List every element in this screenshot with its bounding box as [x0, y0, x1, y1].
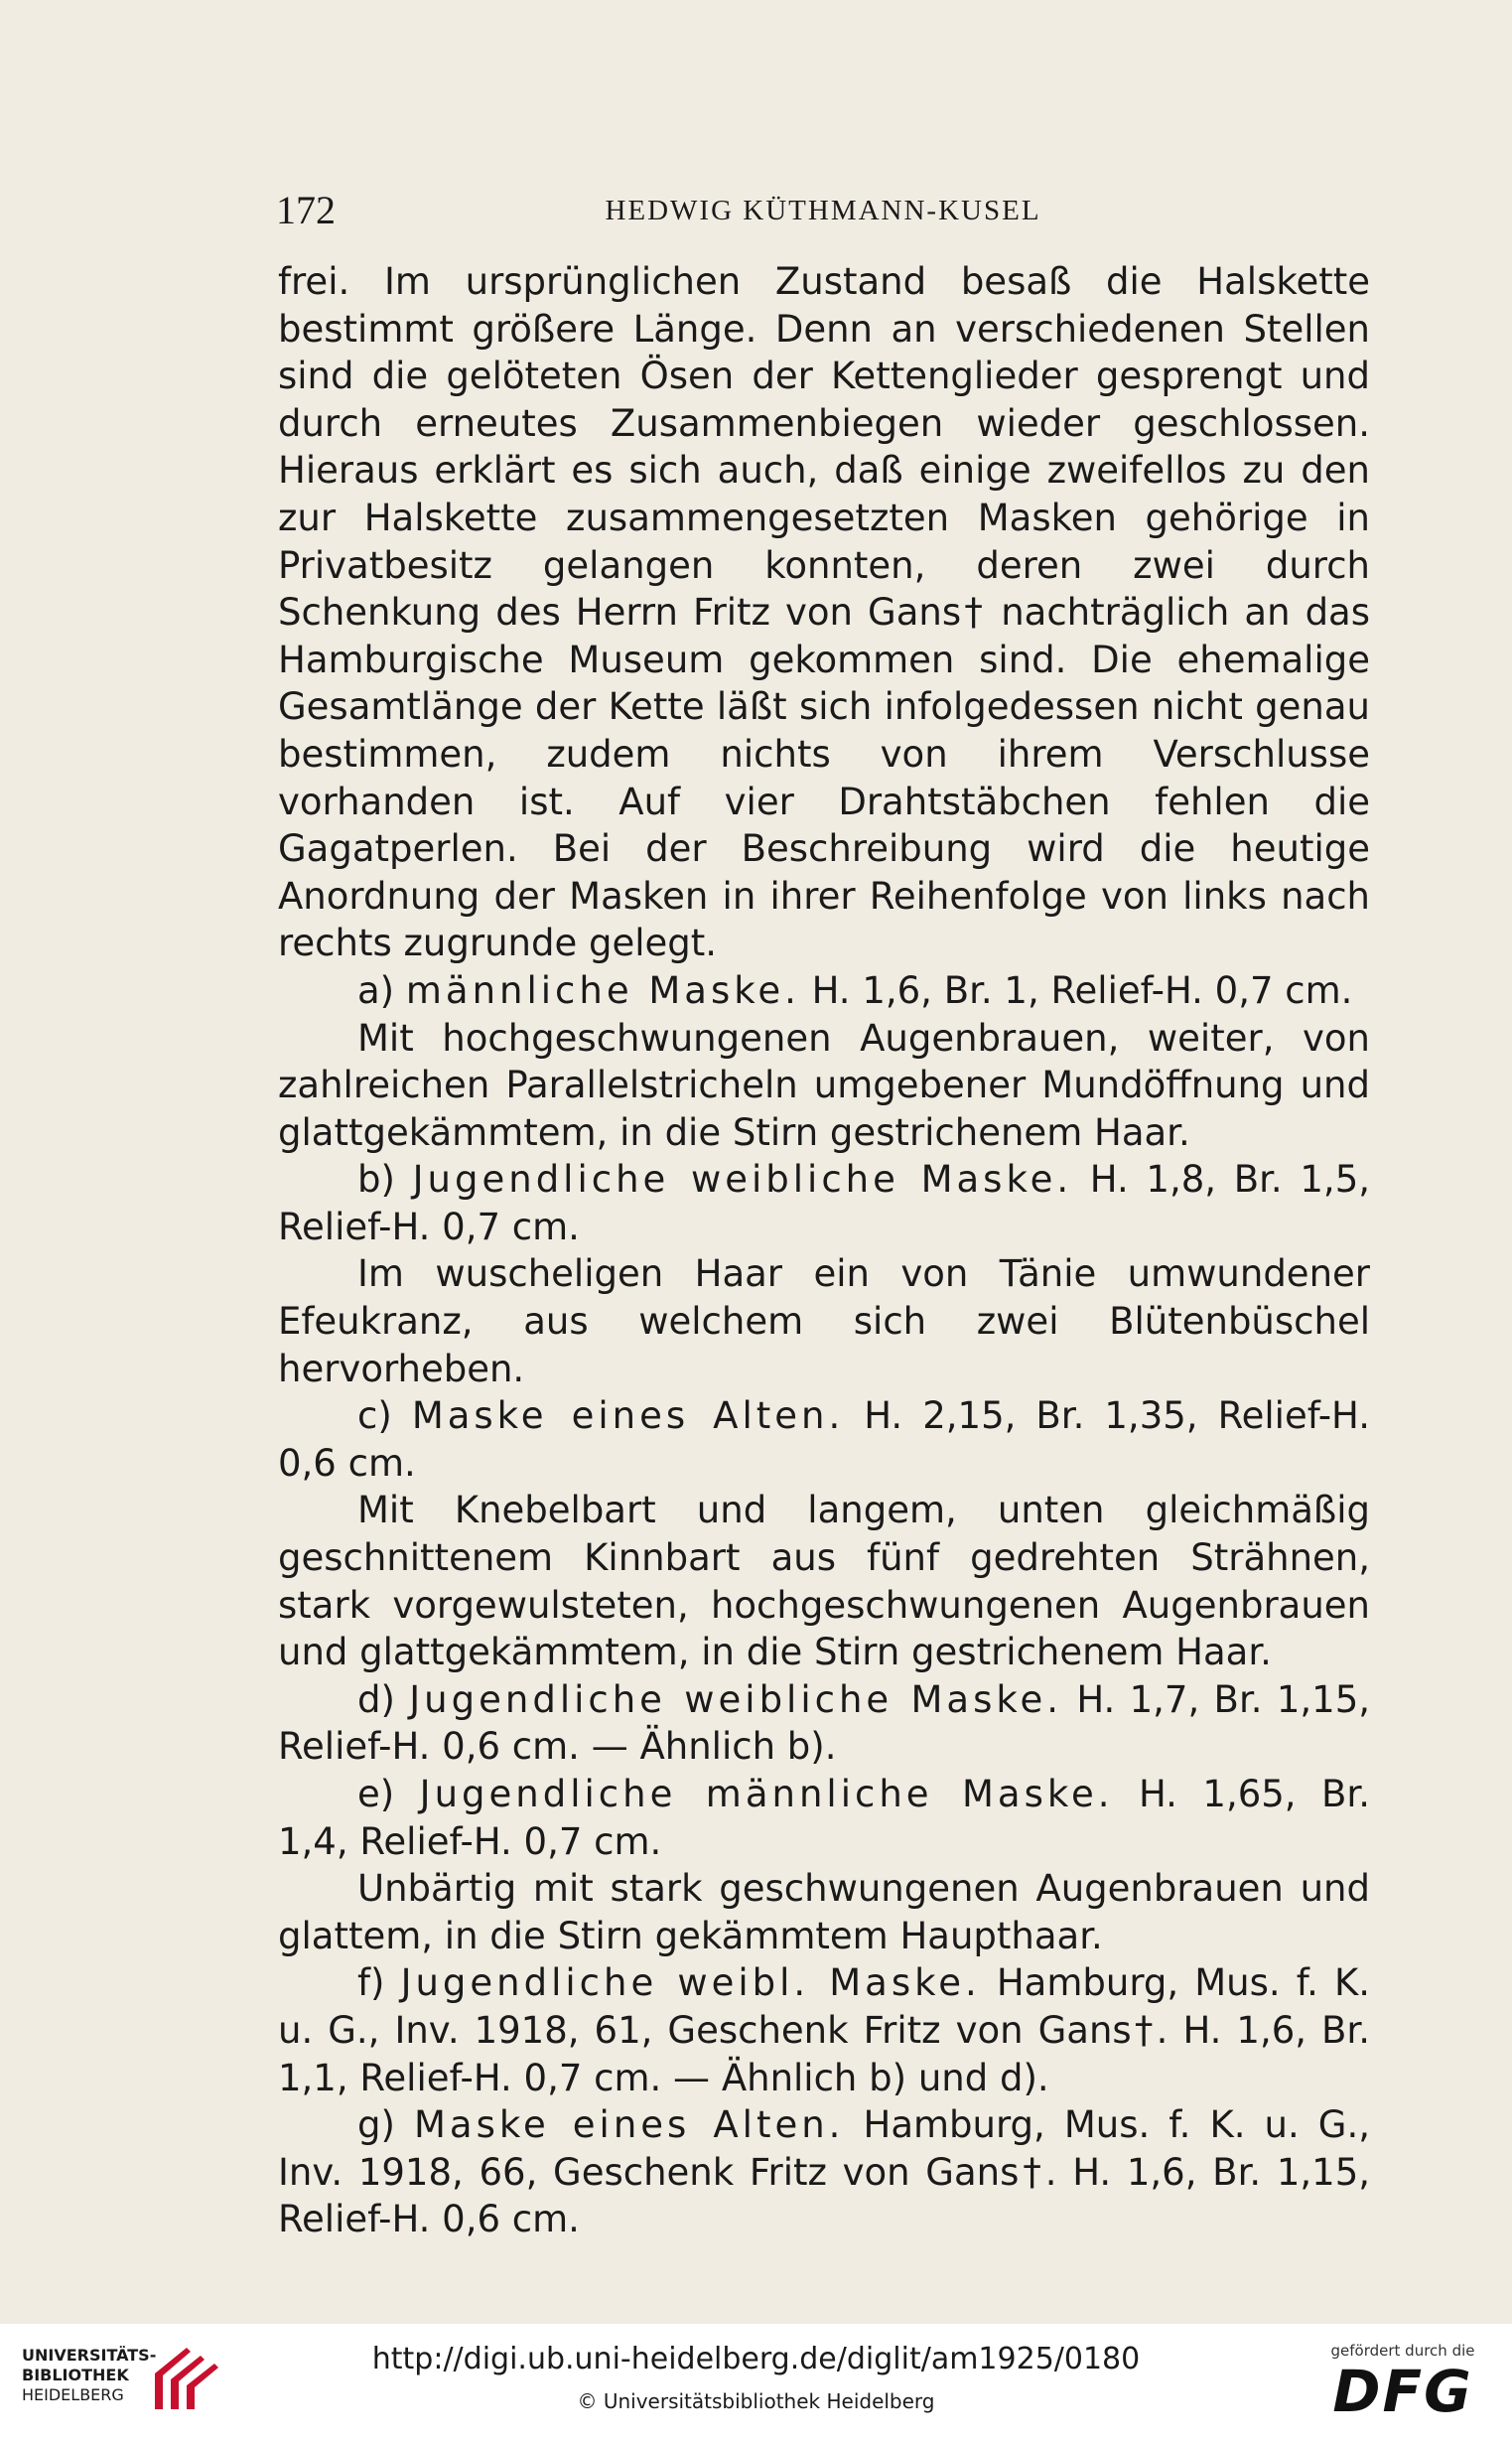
paragraph — [278, 258, 1370, 967]
paragraph-text: H. 1,6, Br. 1, Relief-H. 0,7 cm. — [799, 968, 1353, 1012]
paragraph-text: Im wuscheligen Haar ein von Tänie umwundener Efeukranz, aus welchem sich zwei Blütenbüschel hervorheben. — [278, 1252, 1370, 1390]
spaced-heading: Jugendliche weibl. Maske. — [400, 1961, 981, 2005]
spaced-heading: Maske eines Alten. — [411, 1394, 845, 1438]
dfg-logo — [1323, 2342, 1482, 2425]
paragraph-text: d) — [357, 1677, 410, 1721]
library-name-line1: UNIVERSITÄTS- — [22, 2346, 157, 2365]
paragraph — [278, 1771, 1370, 1865]
page-header — [276, 187, 1370, 236]
body-text — [278, 258, 1370, 2243]
paragraph-text: H. 1,65, Br. 1,4, Relief-H. 0,7 cm. — [278, 1773, 1370, 1863]
funder-name: DFG — [1332, 2358, 1473, 2425]
paragraph — [278, 1156, 1370, 1250]
paragraph — [278, 1676, 1370, 1771]
paragraph-text: H. 1,7, Br. 1,15, Relief-H. 0,6 cm. — Ähnlich b). — [278, 1677, 1370, 1769]
permalink-url[interactable]: http://digi.ub.uni-heidelberg.de/diglit/am1925/0180 — [371, 2342, 1141, 2376]
paragraph — [278, 1865, 1370, 1959]
paragraph — [278, 1250, 1370, 1392]
paragraph-text: H. 1,8, Br. 1,5, Relief-H. 0,7 cm. — [278, 1158, 1370, 1248]
funder-caption: gefördert durch die — [1330, 2342, 1475, 2360]
paragraph — [278, 2101, 1370, 2243]
footer-bar — [0, 2324, 1512, 2444]
paragraph-text: H. 2,15, Br. 1,35, Relief-H. 0,6 cm. — [278, 1394, 1370, 1485]
copyright-notice: © Universitätsbibliothek Heidelberg — [577, 2389, 935, 2413]
paragraph-text: b) — [357, 1158, 413, 1202]
paragraph-text: Unbärtig mit stark geschwungenen Augenbrauen und glattem, in die Stirn gekämmtem Haupthaar. — [278, 1867, 1370, 1957]
running-title: HEDWIG KÜTHMANN-KUSEL — [605, 195, 1041, 226]
spaced-heading: Jugendliche männliche Maske. — [419, 1773, 1114, 1815]
paragraph-text: c) — [357, 1394, 412, 1438]
paragraph — [278, 967, 1370, 1015]
paragraph-text: a) — [357, 968, 406, 1012]
paragraph — [278, 1487, 1370, 1675]
paragraph-text: Hamburg, Mus. f. K. u. G., Inv. 1918, 61, Geschenk Fritz von Gans†. H. 1,6, Br. 1,1, Relief-H. 0,7 cm. — Ähnlich b) und d). — [278, 1961, 1370, 2099]
paragraph — [278, 1959, 1370, 2101]
paragraph-text: Mit Knebelbart und langem, unten gleichmäßig geschnittenem Kinnbart aus fünf gedrehten Strähnen, stark vorgewulsteten, hochgeschwungenen Augenbrauen und glattgekämmtem, in die Stirn gestrichenem Haar. — [278, 1489, 1370, 1674]
paragraph — [278, 1392, 1370, 1487]
spaced-heading: Jugendliche weibliche Maske. — [412, 1158, 1073, 1202]
spaced-heading: Maske eines Alten. — [413, 2103, 845, 2147]
paragraph-text: frei. Im ursprünglichen Zustand besaß die Halskette bestimmt größere Länge. Denn an verschiedenen Stellen sind die gelöteten Ösen der Kettenglieder gesprengt und durch erneutes Zusammenbiegen wieder geschlossen. Hieraus erklärt es sich auch, daß einige zweifellos zu den zur Halskette zusammengesetzten Masken gehörige in Privatbesitz gelangen konnten, deren zwei durch Schenkung des Herrn Fritz von Gans† nachträglich an das Hamburgische Museum gekommen sind. Die ehemalige Gesamtlänge der Kette läßt sich infolgedessen nicht genau bestimmen, zudem nichts von ihrem Verschlusse vorhanden ist. Auf vier Drahtstäbchen fehlen die Gagatperlen. Bei der Beschreibung wird die heutige Anordnung der Masken in ihrer Reihenfolge von links nach rechts zugrunde gelegt. — [278, 260, 1370, 965]
paragraph — [278, 1015, 1370, 1157]
paragraph-text: g) — [357, 2103, 414, 2147]
paragraph-text: f) — [357, 1961, 401, 2005]
paragraph-text: e) — [357, 1773, 420, 1815]
library-name-line3: HEIDELBERG — [22, 2385, 124, 2404]
page-number: 172 — [276, 188, 336, 232]
paragraph-text: Mit hochgeschwungenen Augenbrauen, weiter, von zahlreichen Parallelstricheln umgebener Mundöffnung und glattgekämmtem, in die Stirn gestrichenem Haar. — [278, 1016, 1370, 1154]
library-name-line2: BIBLIOTHEK — [22, 2366, 129, 2384]
spaced-heading: männliche Maske. — [405, 968, 800, 1012]
paragraph-text: Hamburg, Mus. f. K. u. G., Inv. 1918, 66, Geschenk Fritz von Gans†. H. 1,6, Br. 1,15, Relief-H. 0,6 cm. — [278, 2103, 1371, 2241]
spaced-heading: Jugendliche weibliche Maske. — [409, 1677, 1063, 1721]
